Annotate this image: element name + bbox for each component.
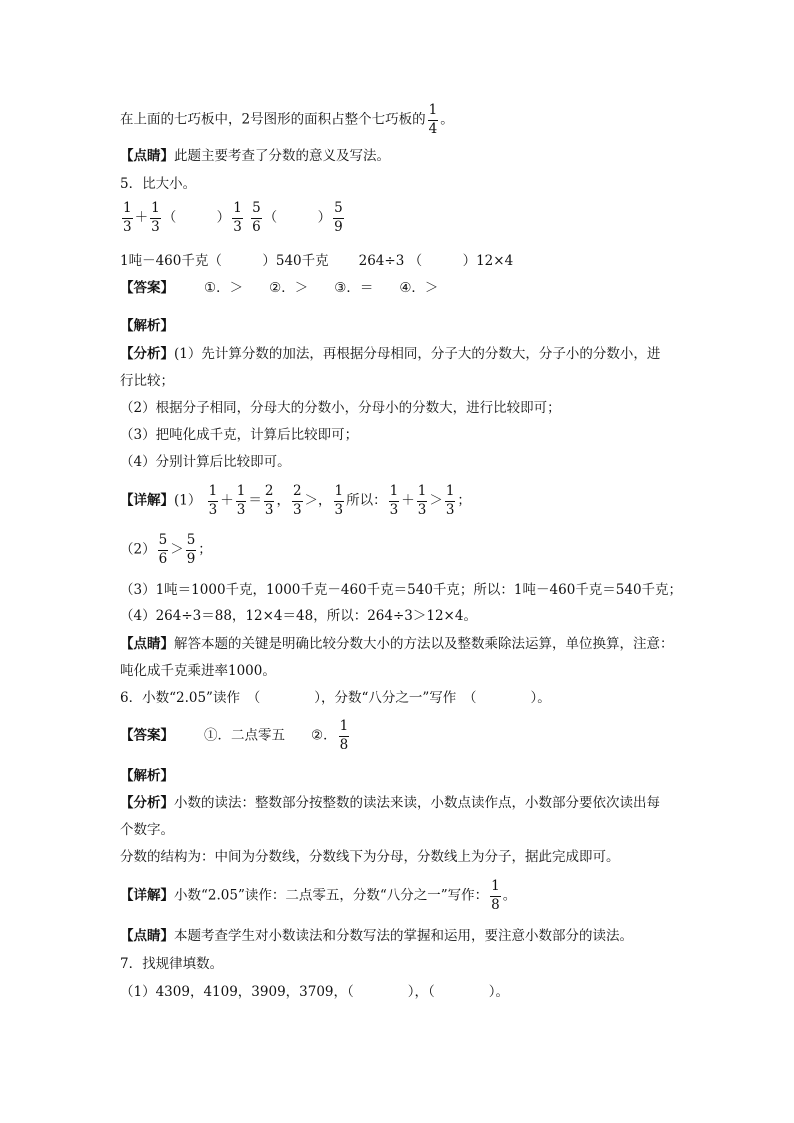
xiangjie-line: 【详解】(1） $\frac{1}{3}$ ＋ $\frac{1}{3}$ ＝ $\frac{2}{3}$ ， $\frac{2}{3}$ ＞， $\frac{1}{3}$ 所以： $\frac{1}{3}$ ＋ $\frac{1}{3}$ ＞ $\frac{1}{3}$ ； bbox=[120, 483, 471, 518]
fraction: $\frac{1}{3}$ bbox=[389, 483, 399, 518]
text-line: 在上面的七巧板中，2号图形的面积占整个七巧板的 $\frac{1}{4}$ 。 bbox=[120, 102, 454, 137]
question-5-row2: 1吨－460千克（ ）540千克 264÷3 （ ）12×4 bbox=[120, 253, 514, 269]
text-line: 分数的结构为：中间为分数线，分数线下为分母，分数线上为分子，据此完成即可。 bbox=[120, 849, 620, 865]
dianjing-line: 【点睛】此题主要考查了分数的意义及写法。 bbox=[120, 148, 390, 164]
text-line: （2）根据分子相同，分母大的分数小，分母小的分数大，进行比较即可； bbox=[120, 400, 561, 416]
question-6-title: 6．小数“2.05”读作 （ ），分数“八分之一”写作 （ ）。 bbox=[120, 690, 551, 706]
blank: （ ） bbox=[263, 209, 332, 226]
fraction: $\frac{1}{3}$ bbox=[123, 200, 132, 235]
fraction: $\frac{5}{9}$ bbox=[186, 532, 196, 567]
xiangjie-line-2: （2） $\frac{5}{6}$ ＞ $\frac{5}{9}$ ； bbox=[120, 532, 212, 567]
question-5-title: 5．比大小。 bbox=[120, 176, 197, 192]
text-line: （3）1吨＝1000千克，1000千克－460千克＝540千克；所以：1吨－460千克＝540千克； bbox=[120, 582, 683, 598]
text-line: 个数字。 bbox=[120, 822, 174, 838]
text-line: （4）264÷3＝88，12×4＝48，所以：264÷3＞12×4。 bbox=[120, 608, 477, 624]
fraction: $\frac{1}{3}$ bbox=[417, 483, 427, 518]
jiexi-heading: 【解析】 bbox=[120, 318, 174, 334]
fraction: $\frac{1}{3}$ bbox=[208, 483, 218, 518]
text-line: 行比较； bbox=[120, 373, 174, 389]
fraction: $\frac{2}{3}$ bbox=[264, 483, 274, 518]
fraction: $\frac{1}{3}$ bbox=[334, 483, 344, 518]
fraction: $\frac{5}{6}$ bbox=[252, 200, 261, 235]
fraction: $\frac{1}{3}$ bbox=[445, 483, 455, 518]
fraction: $\frac{2}{3}$ bbox=[292, 483, 302, 518]
text-line: 吨化成千克乘进率1000。 bbox=[120, 663, 276, 679]
jiexi-heading: 【解析】 bbox=[120, 768, 174, 784]
text-line: （3）把吨化成千克，计算后比较即可； bbox=[120, 427, 359, 443]
fraction: $\frac{1}{8}$ bbox=[491, 878, 500, 913]
fenxi-line: 【分析】小数的读法：整数部分按整数的读法来读，小数点读作点，小数部分要依次读出每 bbox=[120, 795, 660, 811]
question-5-row1: $\frac{1}{3}$ ＋ $\frac{1}{3}$ （ ） $\frac{1}{3}$ $\frac{5}{6}$ （ ） $\frac{5}{9}$ bbox=[123, 200, 343, 235]
blank: （ ） bbox=[162, 209, 231, 226]
fenxi-line: 【分析】(1）先计算分数的加法，再根据分母相同，分子大的分数大，分子小的分数小，进 bbox=[120, 346, 661, 362]
fraction: $\frac{1}{8}$ bbox=[339, 718, 349, 753]
dianjing-line: 【点睛】解答本题的关键是明确比较分数大小的方法以及整数乘除法运算，单位换算，注意： bbox=[120, 636, 674, 652]
fraction: $\frac{5}{9}$ bbox=[334, 200, 343, 235]
xiangjie-line: 【详解】小数“2.05”读作：二点零五，分数“八分之一”写作： $\frac{1}{8}$ 。 bbox=[120, 878, 517, 913]
question-7-title: 7．找规律填数。 bbox=[120, 956, 224, 972]
fraction: $\frac{1}{4}$ bbox=[428, 102, 438, 137]
text-line: （1）4309，4109，3909，3709，（ ），（ ）。 bbox=[120, 984, 510, 1000]
text-line: （4）分别计算后比较即可。 bbox=[120, 454, 291, 470]
fraction: $\frac{1}{3}$ bbox=[236, 483, 246, 518]
dianjing-line: 【点睛】本题考查学生对小数读法和分数写法的掌握和运用，要注意小数部分的读法。 bbox=[120, 928, 633, 944]
answer-line: 【答案】 ①．＞ ②．＞ ③．＝ ④．＞ bbox=[120, 280, 439, 296]
fraction: $\frac{1}{3}$ bbox=[151, 200, 160, 235]
fraction: $\frac{5}{6}$ bbox=[158, 532, 168, 567]
fraction: $\frac{1}{3}$ bbox=[233, 200, 242, 235]
answer-line: 【答案】 ①．二点零五 ②． $\frac{1}{8}$ bbox=[120, 718, 349, 753]
